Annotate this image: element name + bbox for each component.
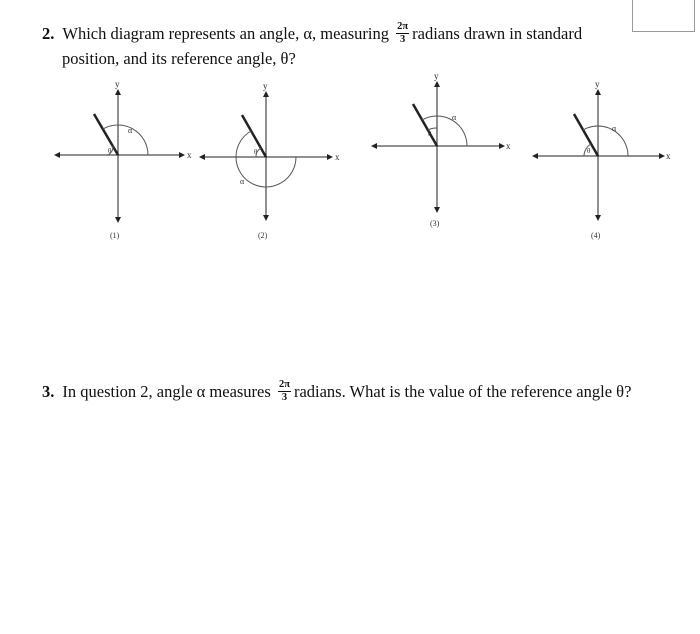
theta-label: θ [428,130,432,138]
fraction-denominator: 3 [399,33,406,45]
alpha-label: α [240,177,245,186]
theta-label: θ [254,148,258,156]
diagram-choice-1[interactable] [55,79,192,240]
theta-label: θ [108,147,112,155]
x-axis-label: x [666,151,671,161]
y-axis-label: y [434,71,439,81]
y-axis-label: y [115,79,120,89]
fraction-numerator: 2π [278,378,290,390]
diagram-choice-4[interactable] [533,79,671,240]
theta-label: θ [587,147,591,155]
answer-diagrams [0,60,700,250]
terminal-ray [413,104,437,146]
fraction-two-pi-over-three [396,22,409,45]
alpha-label: α [452,113,457,122]
alpha-label: α [128,126,133,135]
fraction-denominator: 3 [281,391,288,403]
fraction-numerator: 2π [397,20,409,32]
choice-label: (1) [110,231,120,240]
x-axis-label: x [335,152,340,162]
question-number: 3. [42,382,55,401]
choice-label: (2) [258,231,268,240]
choice-label: (3) [430,219,440,228]
fraction-two-pi-over-three [278,380,291,403]
question-text-continued: radians drawn in standard [412,24,583,43]
question-text-continued: radians. What is the value of the reference angle θ? [293,382,632,401]
x-axis-label: x [506,141,511,151]
question-text: Which diagram represents an angle, α, measuring [62,24,389,43]
question-text-line-2: position, and its reference angle, θ? [62,48,296,68]
choice-label: (4) [591,231,601,240]
terminal-ray [94,114,118,155]
alpha-label: α [612,124,617,133]
y-axis-label: y [595,79,600,89]
question-number: 2. [42,24,55,43]
answer-box[interactable] [632,0,695,32]
question-3 [42,380,682,405]
y-axis-label: y [263,81,268,91]
question-text: In question 2, angle α measures [62,382,271,401]
x-axis-label: x [187,150,192,160]
terminal-ray [574,114,598,156]
diagram-choice-3[interactable] [372,71,511,228]
diagram-choice-2[interactable] [200,81,340,240]
